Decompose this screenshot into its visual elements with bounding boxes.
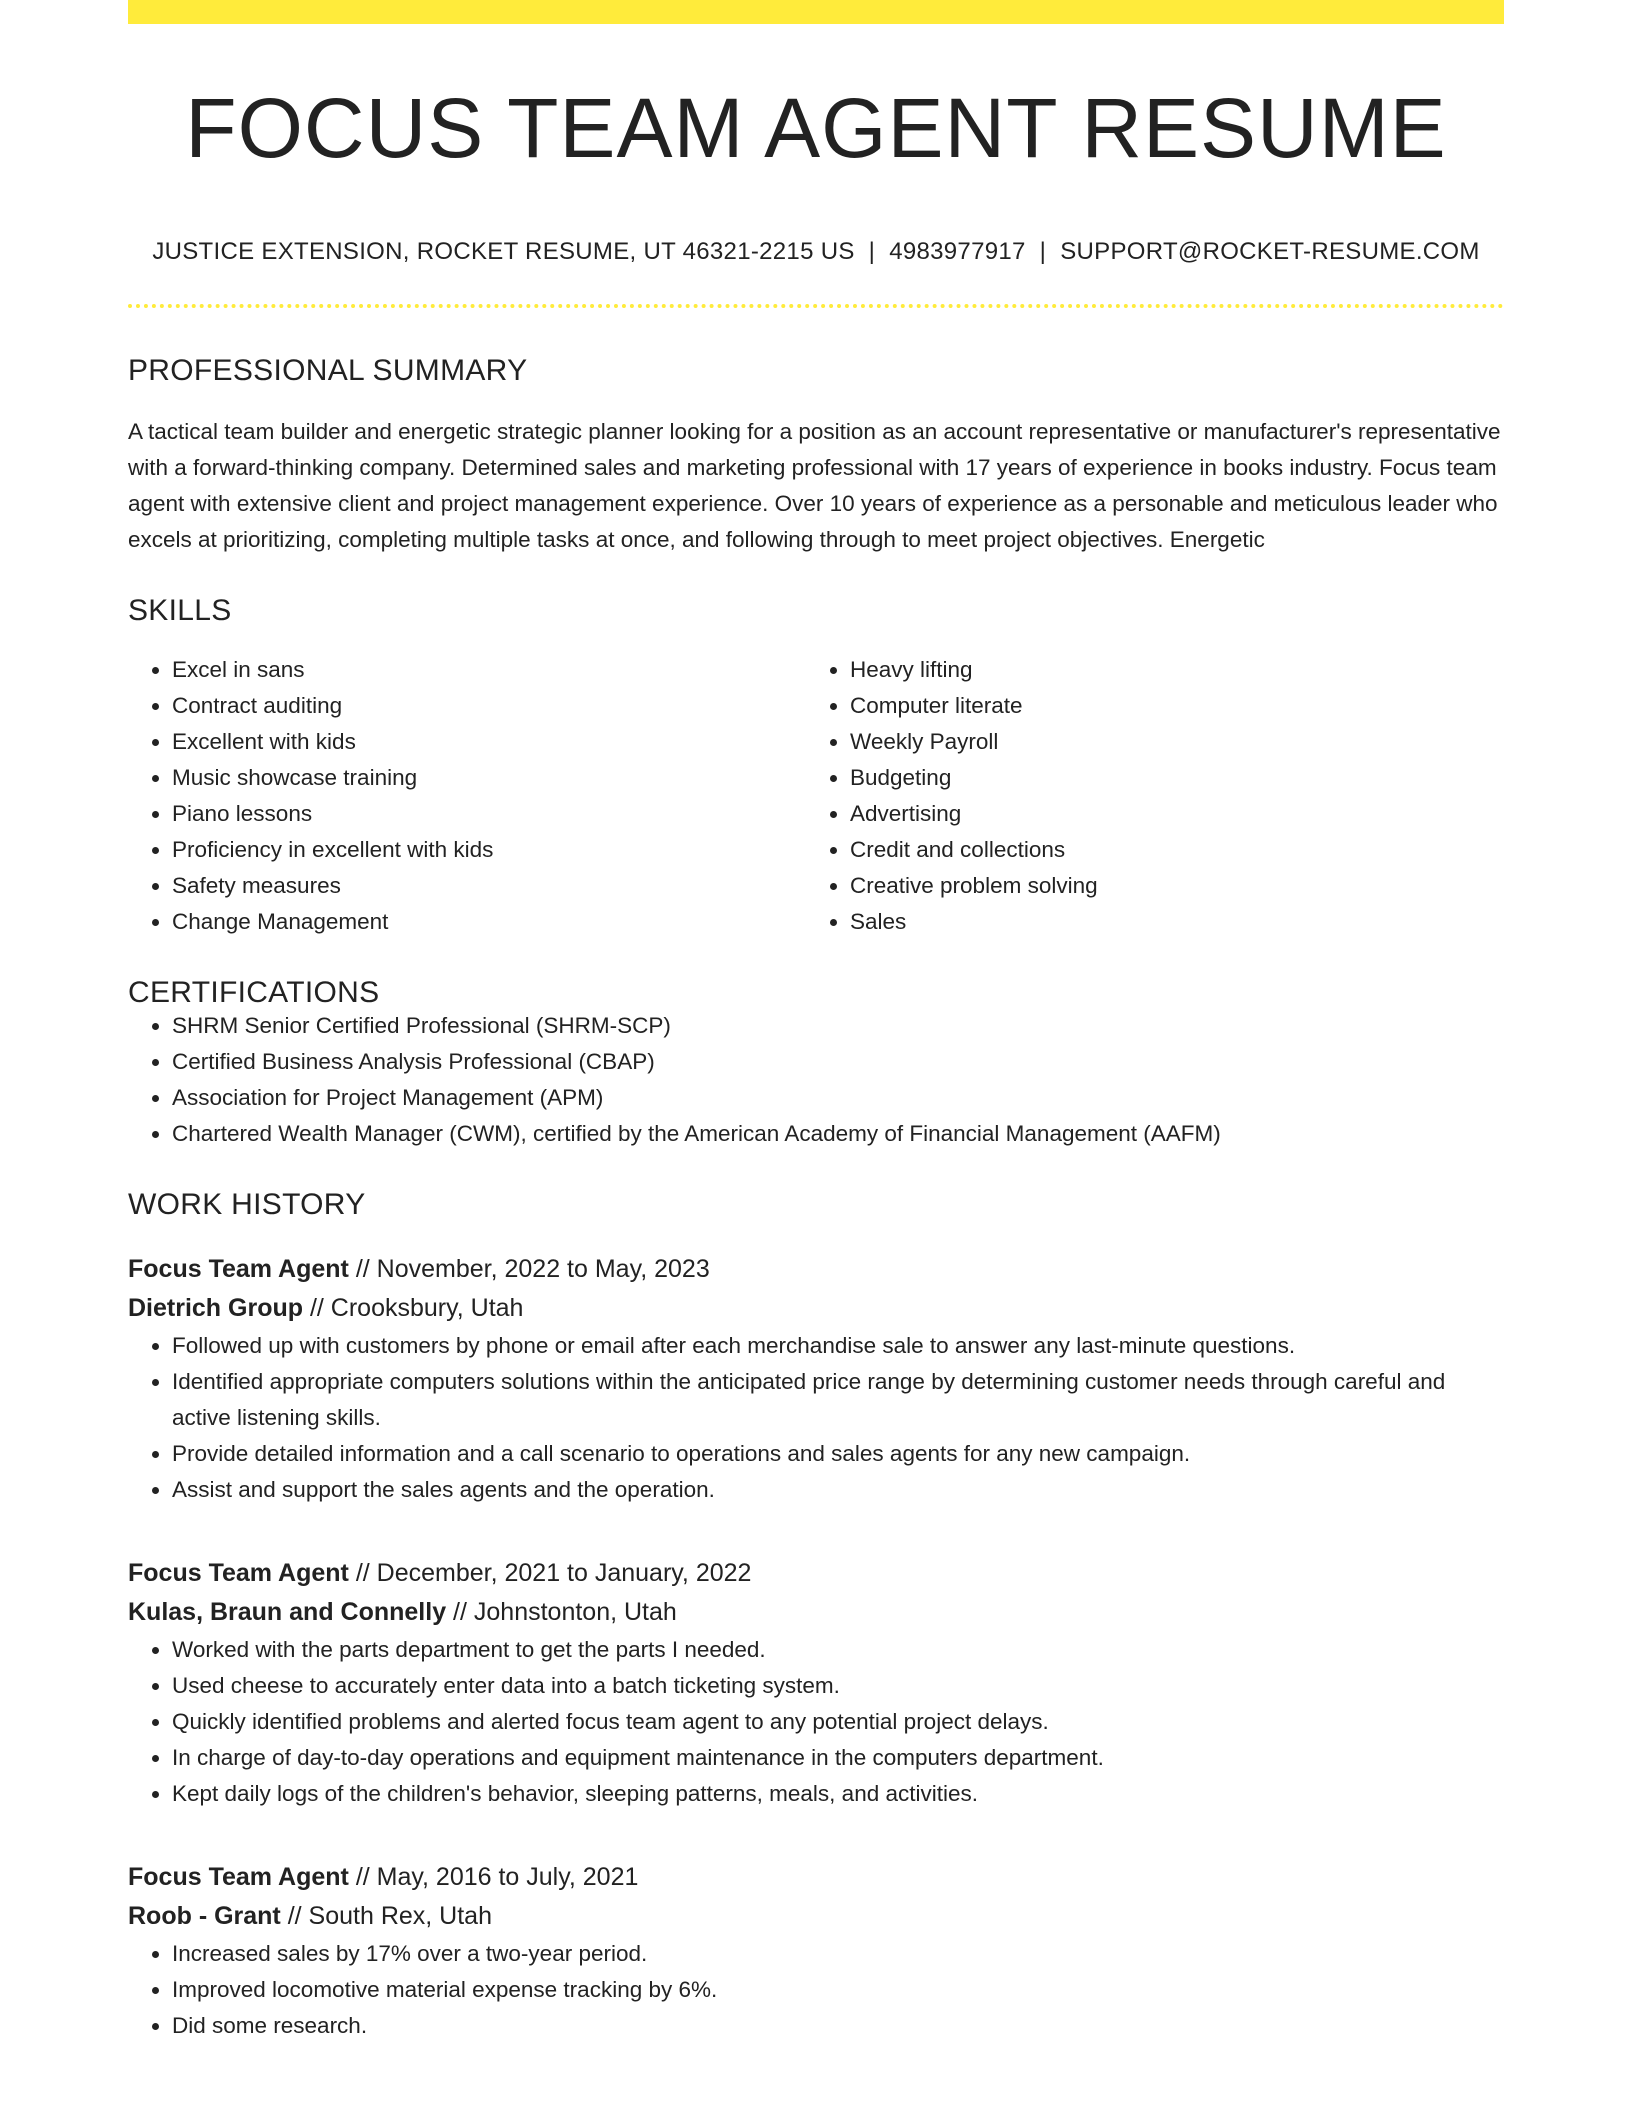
- job-bullet-item: • Did some research.: [172, 2008, 1504, 2044]
- contact-email: SUPPORT@ROCKET-RESUME.COM: [1060, 238, 1480, 265]
- contact-separator: |: [1039, 238, 1047, 265]
- skills-column-left: [128, 652, 806, 940]
- professional-summary-section: [128, 356, 1504, 558]
- skill-item: • Computer literate: [850, 688, 1484, 724]
- skill-item: • Heavy lifting: [850, 652, 1484, 688]
- section-heading-summary: PROFESSIONAL SUMMARY: [128, 354, 528, 387]
- summary-text: A tactical team builder and energetic strategic planner looking for a position as an account representative or manufacturer's representative with a forward-thinking company. Determined sales and marketing professional with 17 years of experience in books industry. Focus team agent with extensive client and project management experience. Over 10 years of experience as a personable and meticulous leader who excels at prioritizing, completing multiple tasks at once, and following through to meet project objectives. Energetic: [128, 419, 1501, 552]
- job-company-line: [128, 1593, 1504, 1632]
- certification-item: • Certified Business Analysis Professional (CBAP): [172, 1044, 1504, 1080]
- job-dates: // November, 2022 to May, 2023: [348, 1255, 710, 1283]
- job-bullets: [128, 1328, 1504, 1508]
- job-bullet-item: • Identified appropriate computers solutions within the anticipated price range by determining customer needs through careful and active listening skills.: [172, 1364, 1504, 1436]
- skill-item: • Proficiency in excellent with kids: [172, 832, 806, 868]
- resume-page: [128, 0, 1504, 2044]
- job-bullet-item: • Quickly identified problems and alerted focus team agent to any potential project delays.: [172, 1704, 1504, 1740]
- job-title: Focus Team Agent: [128, 1559, 349, 1587]
- job-bullet-item: • Worked with the parts department to get the parts I needed.: [172, 1632, 1504, 1668]
- work-history-section: [128, 1190, 1504, 2044]
- certifications-section: [128, 978, 1504, 1152]
- skill-item: • Contract auditing: [172, 688, 806, 724]
- section-heading-work-history: WORK HISTORY: [128, 1188, 366, 1221]
- skill-item: • Music showcase training: [172, 760, 806, 796]
- job-title-line: [128, 1858, 1504, 1897]
- certification-item: • Chartered Wealth Manager (CWM), certified by the American Academy of Financial Management (AAFM): [172, 1116, 1504, 1152]
- job-bullets: [128, 1936, 1504, 2044]
- job-company-line: [128, 1897, 1504, 1936]
- skill-item: • Budgeting: [850, 760, 1484, 796]
- skills-grid: [128, 652, 1504, 940]
- certification-item: • Association for Project Management (APM): [172, 1080, 1504, 1116]
- job-dates: // December, 2021 to January, 2022: [348, 1559, 752, 1587]
- skill-item: • Credit and collections: [850, 832, 1484, 868]
- job-bullet-item: • Followed up with customers by phone or email after each merchandise sale to answer any last-minute questions.: [172, 1328, 1504, 1364]
- job-bullet-item: • Provide detailed information and a call scenario to operations and sales agents for any new campaign.: [172, 1436, 1504, 1472]
- top-accent-bar: [128, 0, 1504, 24]
- contact-line: [128, 238, 1504, 266]
- job-title: Focus Team Agent: [128, 1863, 349, 1891]
- certifications-list: [128, 1008, 1504, 1152]
- job-bullet-item: • Kept daily logs of the children's behavior, sleeping patterns, meals, and activities.: [172, 1776, 1504, 1812]
- job-entry: [128, 1250, 1504, 1508]
- contact-separator: |: [868, 238, 876, 265]
- dotted-divider: [128, 304, 1504, 308]
- skills-column-right: [806, 652, 1484, 940]
- certification-item: • SHRM Senior Certified Professional (SHRM-SCP): [172, 1008, 1504, 1044]
- job-entry: [128, 1554, 1504, 1812]
- job-bullets: [128, 1632, 1504, 1812]
- job-company: Kulas, Braun and Connelly: [128, 1598, 447, 1626]
- skills-section: [128, 596, 1504, 940]
- skill-item: • Creative problem solving: [850, 868, 1484, 904]
- contact-address: JUSTICE EXTENSION, ROCKET RESUME, UT 46321-2215 US: [152, 238, 855, 265]
- job-location: // Johnstonton, Utah: [446, 1598, 677, 1626]
- job-bullet-item: • Used cheese to accurately enter data into a batch ticketing system.: [172, 1668, 1504, 1704]
- job-title-line: [128, 1554, 1504, 1593]
- job-bullet-item: • Increased sales by 17% over a two-year period.: [172, 1936, 1504, 1972]
- section-heading-skills: SKILLS: [128, 594, 232, 627]
- skill-item: • Excel in sans: [172, 652, 806, 688]
- job-bullet-item: • Improved locomotive material expense tracking by 6%.: [172, 1972, 1504, 2008]
- job-company: Roob - Grant: [128, 1902, 281, 1930]
- skill-item: • Change Management: [172, 904, 806, 940]
- job-location: // Crooksbury, Utah: [303, 1294, 524, 1322]
- job-company-line: [128, 1289, 1504, 1328]
- job-bullet-item: • In charge of day-to-day operations and equipment maintenance in the computers department.: [172, 1740, 1504, 1776]
- job-entry: [128, 1858, 1504, 2044]
- resume-title: FOCUS TEAM AGENT RESUME: [185, 81, 1447, 175]
- job-company: Dietrich Group: [128, 1294, 304, 1322]
- section-heading-certifications: CERTIFICATIONS: [128, 976, 380, 1009]
- skill-item: • Piano lessons: [172, 796, 806, 832]
- job-bullet-item: • Assist and support the sales agents and the operation.: [172, 1472, 1504, 1508]
- skill-item: • Sales: [850, 904, 1484, 940]
- job-title: Focus Team Agent: [128, 1255, 349, 1283]
- contact-phone: 4983977917: [889, 238, 1026, 265]
- skill-item: • Excellent with kids: [172, 724, 806, 760]
- skill-item: • Safety measures: [172, 868, 806, 904]
- job-location: // South Rex, Utah: [280, 1902, 492, 1930]
- job-dates: // May, 2016 to July, 2021: [348, 1863, 639, 1891]
- skill-item: • Weekly Payroll: [850, 724, 1484, 760]
- skill-item: • Advertising: [850, 796, 1484, 832]
- job-title-line: [128, 1250, 1504, 1289]
